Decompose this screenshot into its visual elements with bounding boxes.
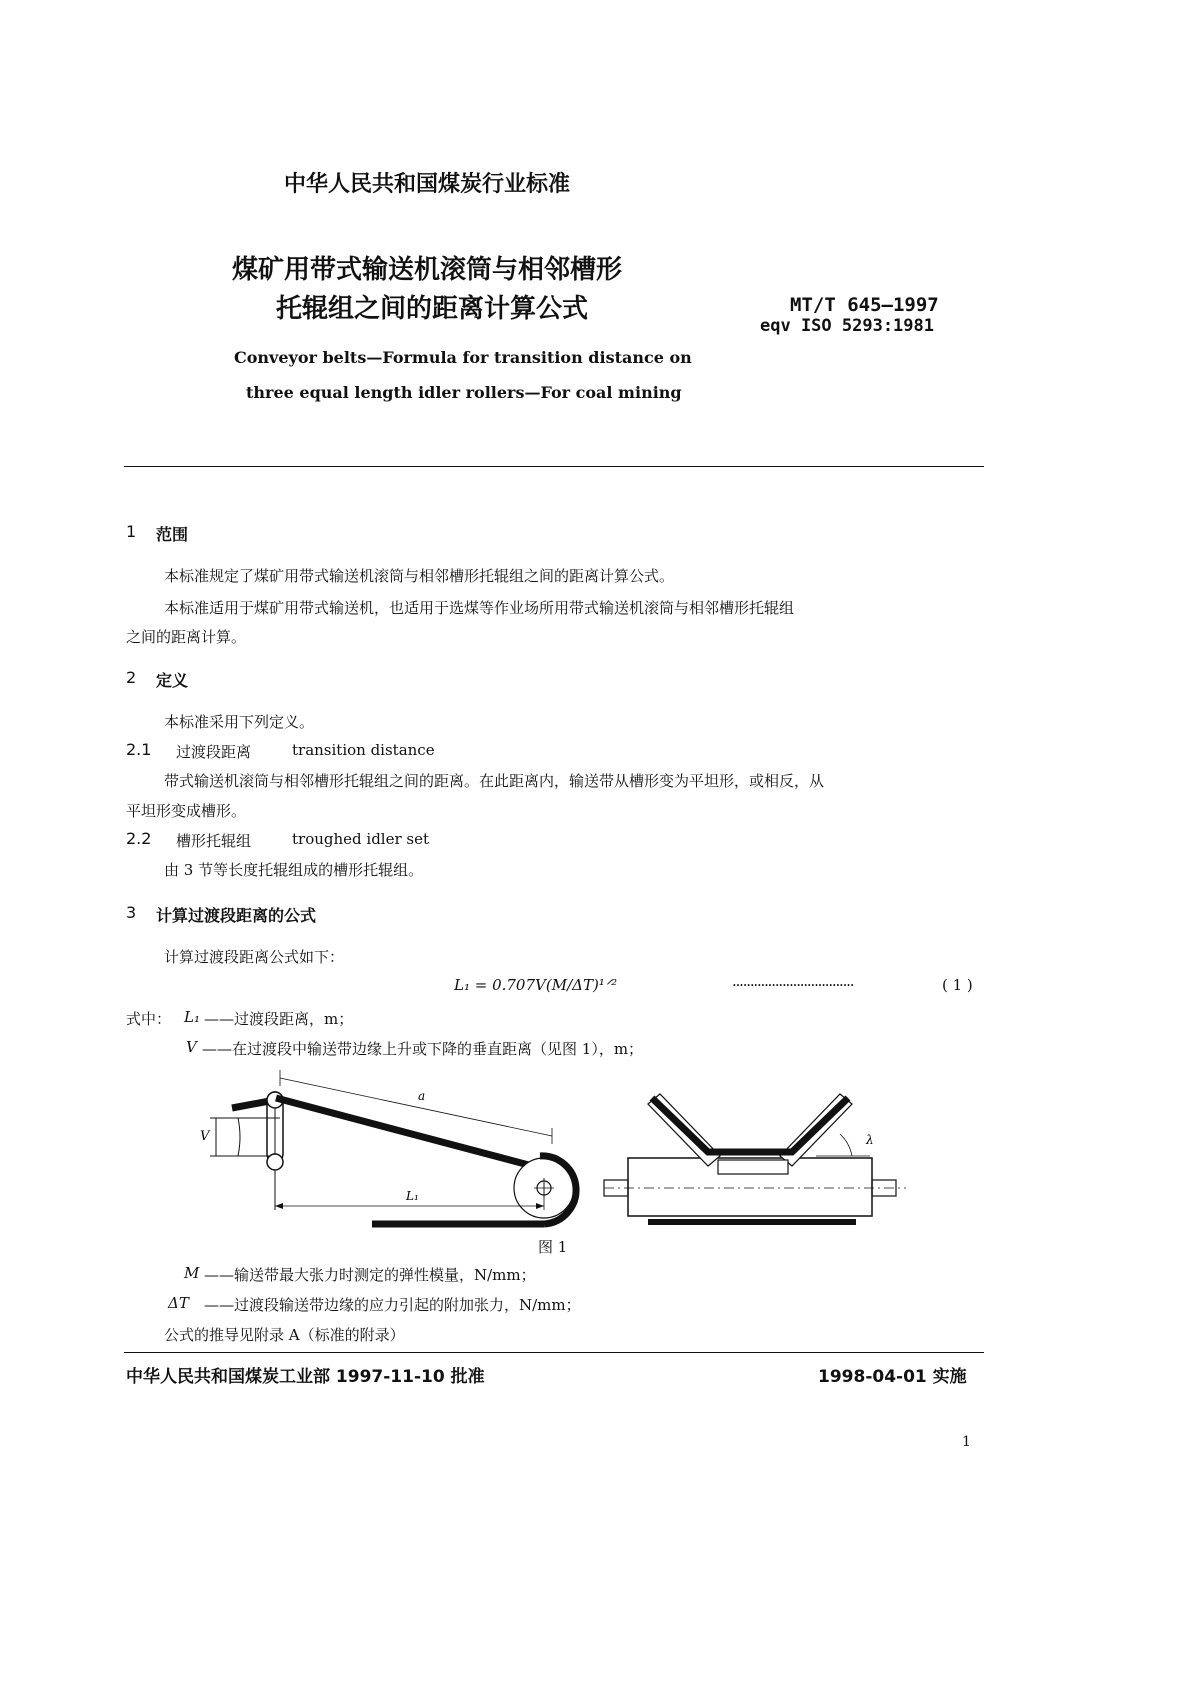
where-V-text: ——在过渡段中输送带边缘上升或下降的垂直距离（见图 1），m；: [202, 1040, 644, 1058]
figure-1: [180, 1060, 920, 1240]
definition-2-1-text-a: 带式输送机滚筒与相邻槽形托辊组之间的距离。在此距离内，输送带从槽形变为平坦形，或相反，从: [164, 772, 825, 790]
section-3-title: 计算过渡段距离的公式: [156, 906, 317, 925]
label-V: V: [200, 1129, 210, 1144]
label-lambda: λ: [866, 1133, 874, 1147]
definition-2-2-text: 由 3 节等长度托辊组成的槽形托辊组。: [164, 861, 424, 879]
definition-2-2-term-cn: 槽形托辊组: [176, 832, 252, 850]
formula: L₁ = 0.707V(M/ΔT)¹ᐟ²: [454, 976, 618, 994]
effective-date: 1998-04-01 实施: [818, 1367, 967, 1387]
where-M-text: ——输送带最大张力时测定的弹性模量，N/mm；: [204, 1266, 536, 1284]
title-en-line2: three equal length idler rollers—For coal mining: [246, 383, 682, 402]
equivalence-note: eqv ISO 5293:1981: [760, 316, 934, 336]
title-cn-line1: 煤矿用带式输送机滚筒与相邻槽形: [232, 255, 623, 285]
where-deltaT-text: ——过渡段输送带边缘的应力引起的附加张力，N/mm；: [204, 1296, 581, 1314]
where-L1-text: ——过渡段距离，m；: [204, 1010, 354, 1028]
figure-caption: 图 1: [538, 1238, 568, 1256]
definition-2-2-term-en: troughed idler set: [292, 830, 430, 848]
section-1-paragraph-2b: 之间的距离计算。: [126, 628, 247, 646]
title-cn-line2: 托辊组之间的距离计算公式: [276, 294, 589, 324]
definition-2-2-number: 2.2: [126, 829, 152, 848]
definition-2-1-term-en: transition distance: [292, 741, 435, 759]
title-en-line1: Conveyor belts—Formula for transition distance on: [234, 348, 692, 367]
appendix-reference: 公式的推导见附录 A（标准的附录）: [164, 1326, 405, 1344]
label-a: a: [418, 1089, 426, 1103]
definition-2-1-number: 2.1: [126, 740, 152, 759]
label-L1: L₁: [406, 1189, 419, 1203]
where-prefix: 式中：: [126, 1010, 172, 1028]
where-L1-symbol: L₁: [184, 1008, 200, 1026]
section-2-intro: 本标准采用下列定义。: [164, 713, 315, 731]
section-1-title: 范围: [156, 525, 189, 544]
equation-number: ( 1 ): [942, 976, 973, 994]
section-1-number: 1: [126, 522, 137, 541]
approval-line: 中华人民共和国煤炭工业部 1997-11-10 批准: [126, 1367, 485, 1387]
side-view-diagram: [200, 1070, 576, 1224]
standard-number: MT/T 645—1997: [790, 294, 939, 316]
section-3-number: 3: [126, 903, 137, 922]
definition-2-1-term-cn: 过渡段距离: [176, 743, 252, 761]
troughed-belt: [652, 1098, 848, 1152]
section-2-title: 定义: [156, 671, 189, 690]
cross-section-diagram: [604, 1094, 906, 1222]
section-3-intro: 计算过渡段距离公式如下：: [164, 948, 345, 966]
section-1-paragraph-1: 本标准规定了煤矿用带式输送机滚筒与相邻槽形托辊组之间的距离计算公式。: [164, 567, 675, 585]
page-number: 1: [962, 1434, 971, 1450]
section-1-paragraph-2a: 本标准适用于煤矿用带式输送机，也适用于选煤等作业场所用带式输送机滚筒与相邻槽形托辊组: [164, 599, 795, 617]
header-rule: [124, 466, 984, 467]
section-2-number: 2: [126, 668, 137, 687]
issuing-organization: 中华人民共和国煤炭行业标准: [284, 172, 571, 197]
where-deltaT-symbol: ΔT: [168, 1294, 189, 1312]
where-V-symbol: V: [186, 1038, 197, 1056]
where-M-symbol: M: [184, 1264, 200, 1282]
conveyor-belt-upper: [276, 1098, 540, 1168]
equation-leader: ··································: [732, 976, 854, 994]
definition-2-1-text-b: 平坦形变成槽形。: [126, 802, 247, 820]
footer-rule: [124, 1352, 984, 1353]
